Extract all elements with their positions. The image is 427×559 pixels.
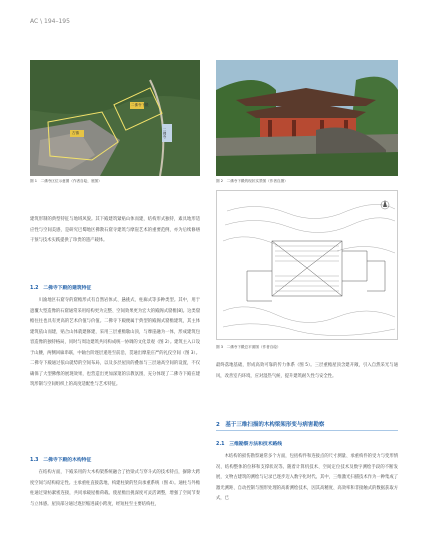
site-plan-drawing [217,191,398,340]
figure-2-caption: 图 2 二佛寺下殿的现状实景图（作者自摄） [216,179,288,183]
left-column-intro [30,215,200,247]
figure-location-map [30,60,200,176]
paragraph-1-2: 川渝地区石窟寺的窟檐形式有自然岩体式、悬挑式、柱廊式等多种类型。其中，用于遮覆大型造像的石窟通常采用结构更为完整、空间效果更为宏大的殿阁式窟檐[8]。这类窟檐往往也具有更高的艺术价值与价值。二佛寺下殿便属于典型的殿阁式窟檐建筑，其主体建筑依山而建，贴合山体就建修建，采用三层重檐歇山顶，与摩崖融为一体，形成建筑包容造像的独特格局，同时与周边建筑共同构成统一协调的文化景观（图 2）。建筑主入口设于山腰，两侧回廊串联，中轴台阶逐层递进至前沿，贯通出摩崖庄严的礼仪空间（图 3）。二佛寺下殿通过依山就势的空间布局，以及多层屋顶的叠加与三层通高空间的设置，不仅确保了大型佛像的展现效果，也营造出更加深邃的宗教氛围，充分体现了二佛寺下殿在建筑形制与空间组织上的高度适配性与艺术特征。 [30,298,200,387]
section-heading-1-3: 1.3 二佛寺下殿的木构特征 [30,458,92,463]
aerial-photo-image [30,60,200,176]
paragraph-2-1: 木结构的损伤勘察通常多个方面，包括构件和连接点的尺寸测量、承重构件的受力与变形情况、结构整体的位移和支撑状况等。随着计算机技术、空间定位技术及数字测绘手段的不断发展，文物古建筑的测绘与记录已逐步迈入数字化时代。其中，三维激光扫描技术作为一种集成了激光测距、自动控制与图形处理的高新测绘技术，因其高精度、高效率和非接触式的数据获取方式，已 [216,454,398,501]
paragraph-continued: 最终落地基础，形成高效可靠的传力体系（图 5）。三层重檐屋顶含建开敞，引入自然采光与通风，改善室内环境，应对湿热气候，提升建筑耐久性与安全性。 [216,363,398,379]
figure-site-plan [216,190,398,340]
map-label-site: 二佛寺 [163,128,167,139]
paragraph-1-3: 在结构方面，下殿采用的大木构架系统融合了抬梁式与穿斗式的技术特点，摒除大跨度空间与结构稳定性。主承重柱直接落地，构建柱梁的竖向承重系统（图 4）。通柱与外檐柱通过梁枋紧密连接，共同承载屋檐荷载。使屋檐出挑深度可灵活调整，增强了空间节奏与立体感。屋顶部分通过逐层缩进减小跨度，经短柱至主要结构柱， [30,470,200,507]
left-column-1-3 [30,468,200,510]
right-column-top [216,361,398,382]
figure-1-caption: 图 1 二佛寺区位示意图（作者自绘，底图） [30,179,102,183]
left-column-1-2 [30,296,200,391]
figure-temple-photo [216,60,398,176]
heading-underline [216,430,398,431]
map-label-town: 古镇 [72,131,79,135]
right-column-2-1 [216,452,398,505]
section-heading-2: 2 基于三维扫描的木构梁架形变与病害勘察 [216,422,325,428]
map-label-temple-zone: 二佛寺下殿 [131,103,149,107]
temple-photo-image [216,60,398,176]
section-heading-2-1: 2.1 三维勘察方法和技术路线 [216,442,283,447]
section-heading-1-2: 1.2 二佛寺下殿的建筑特征 [30,286,92,291]
figure-3-caption: 图 3 二佛寺下殿总平面图（作者自绘） [216,345,281,349]
paragraph-intro: 建筑形制的典型特征与地域风貌。其下殿建筑紧贴山体而建，结构形式独特，素具地形适应性与空间美感，是研究巴蜀地区佛教石窟寺建筑与摩崖艺术的重要范例，亦为后续修缮干预与技术实践提供了珍贵的遗产载体。 [30,217,200,243]
running-head: AC \ 194–195 [30,18,70,25]
